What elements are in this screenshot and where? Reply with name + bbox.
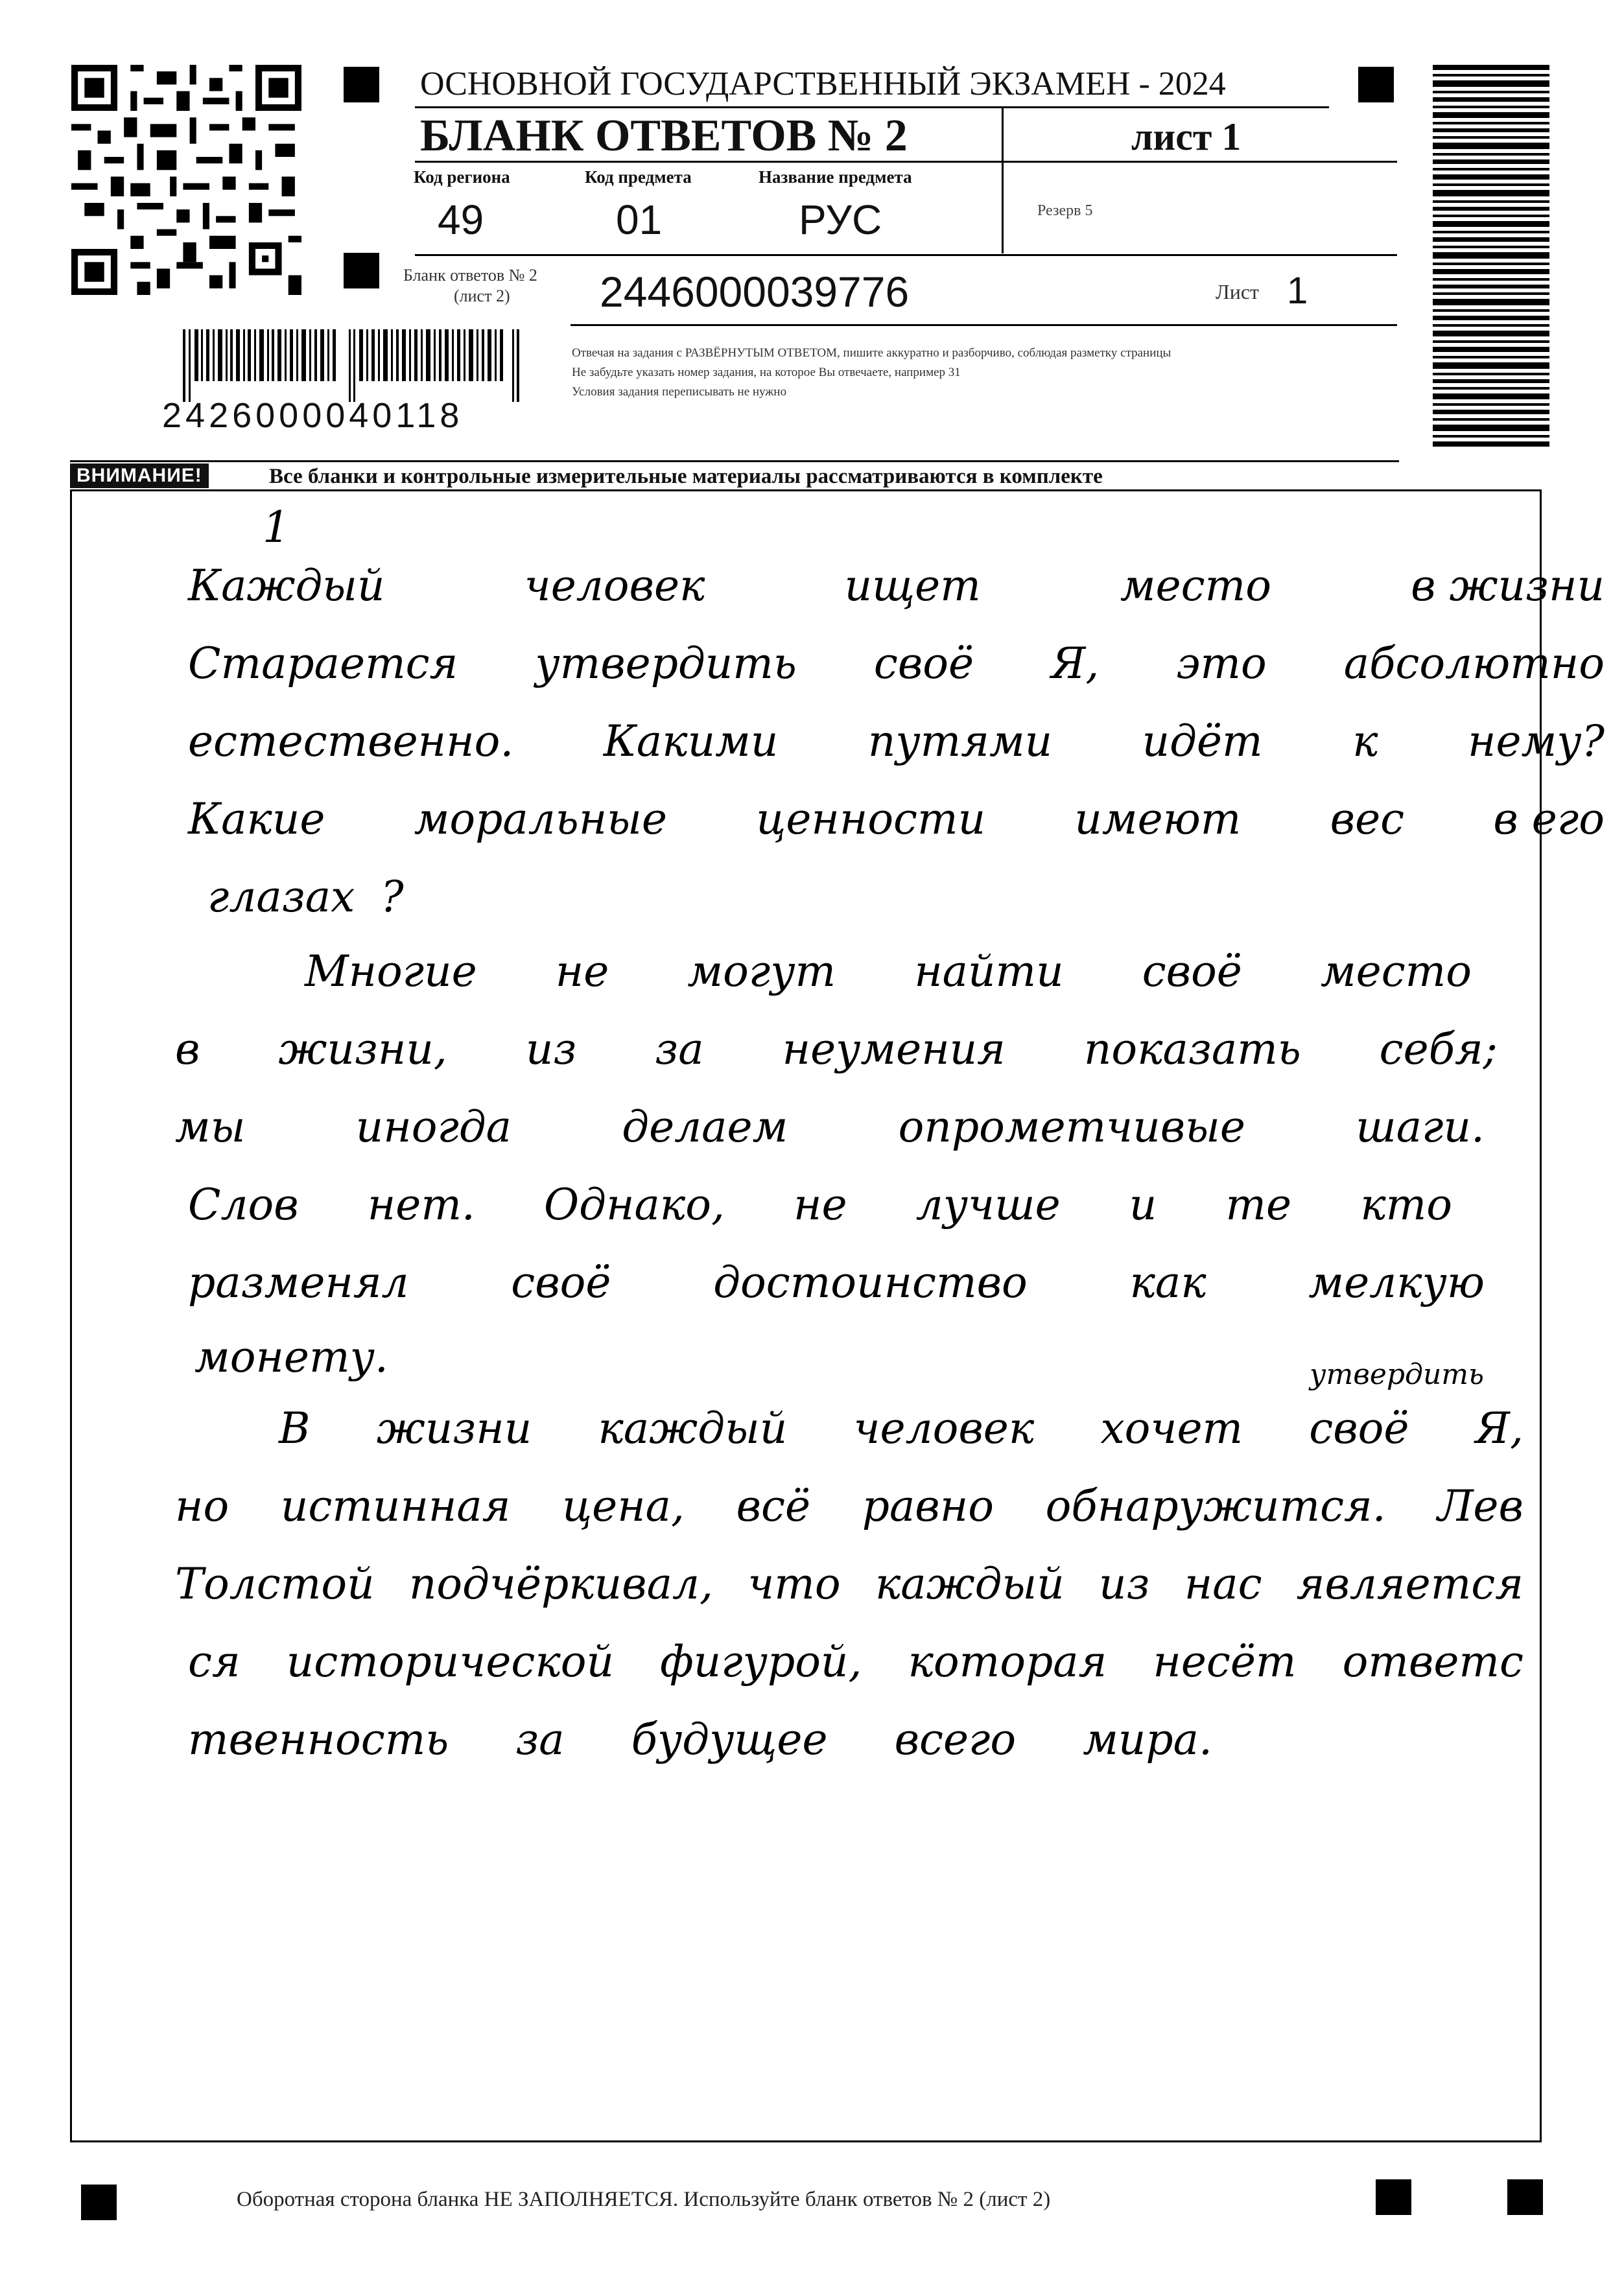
word: подчёркивал, xyxy=(408,1559,713,1609)
word: шаги. xyxy=(1356,1102,1485,1152)
word: ищет xyxy=(844,561,981,611)
subject-code-value: 01 xyxy=(616,196,663,243)
word: утвердить xyxy=(535,639,797,688)
word: хочет xyxy=(1100,1403,1243,1453)
answer-line xyxy=(188,639,1605,688)
word: что xyxy=(747,1559,841,1609)
word: естественно. xyxy=(188,716,514,766)
word: твенность xyxy=(188,1715,449,1764)
word: имеют xyxy=(1074,794,1242,844)
word: которая xyxy=(908,1637,1107,1687)
word: фигурой, xyxy=(660,1637,862,1687)
divider xyxy=(70,460,1399,462)
word: опрометчивые xyxy=(898,1102,1245,1152)
word: Толстой xyxy=(175,1559,375,1609)
word: но xyxy=(175,1481,229,1531)
word: могут xyxy=(687,946,836,996)
exam-title: ОСНОВНОЙ ГОСУДАРСТВЕННЫЙ ЭКЗАМЕН - 2024 xyxy=(420,65,1226,102)
word: нет. xyxy=(367,1180,475,1230)
word: и xyxy=(1129,1180,1157,1230)
word: за xyxy=(655,1024,704,1074)
word: делаем xyxy=(622,1102,788,1152)
word: Я, xyxy=(1475,1403,1524,1453)
word: не xyxy=(794,1180,847,1230)
sheet-small-label: Лист xyxy=(1216,280,1260,303)
word: вес xyxy=(1330,794,1405,844)
marker-top-right xyxy=(1358,67,1394,102)
word: место xyxy=(1120,561,1271,611)
word: Какие xyxy=(188,794,325,844)
instructions xyxy=(572,344,1389,402)
word: в жизни xyxy=(1411,561,1605,611)
subject-code-label: Код предмета xyxy=(585,167,692,187)
word: своё xyxy=(511,1258,611,1307)
word: себя; xyxy=(1379,1024,1498,1074)
sheet-small-value: 1 xyxy=(1287,270,1308,312)
word: является xyxy=(1296,1559,1524,1609)
word: лучше xyxy=(915,1180,1061,1230)
word: это xyxy=(1176,639,1267,688)
answer-line xyxy=(188,716,1605,766)
word: не xyxy=(555,946,609,996)
word: показать xyxy=(1083,1024,1301,1074)
answer-line xyxy=(305,946,1472,996)
marker-bottom-mid xyxy=(1376,2179,1411,2215)
task-number: 1 xyxy=(263,502,290,552)
insertion-note: утвердить xyxy=(1310,1358,1484,1391)
word: место xyxy=(1320,946,1472,996)
word: мелкую xyxy=(1308,1258,1485,1307)
divider xyxy=(415,106,1329,108)
sheet-label: лист 1 xyxy=(1131,115,1242,158)
word: своё xyxy=(873,639,974,688)
answer-line xyxy=(188,794,1605,844)
word: как xyxy=(1129,1258,1206,1307)
form2-number: 2446000039776 xyxy=(600,268,910,316)
barcode xyxy=(183,329,533,402)
word: всё xyxy=(736,1481,811,1531)
answer-line xyxy=(175,1024,1498,1074)
word: Однако, xyxy=(544,1180,725,1230)
word: иногда xyxy=(355,1102,512,1152)
word: Слов xyxy=(188,1180,299,1230)
word: из xyxy=(525,1024,577,1074)
word: каждый xyxy=(598,1403,788,1453)
subject-name-label: Название предмета xyxy=(759,167,912,187)
answer-line xyxy=(207,872,1624,922)
word: абсолютно xyxy=(1343,639,1605,688)
divider xyxy=(1002,108,1004,253)
word: Лев xyxy=(1437,1481,1524,1531)
word: из xyxy=(1098,1559,1150,1609)
word: всего xyxy=(894,1715,1017,1764)
word: человек xyxy=(524,561,705,611)
divider xyxy=(571,324,1397,326)
divider xyxy=(415,254,1397,256)
region-label: Код региона xyxy=(414,167,510,187)
word: Каждый xyxy=(188,561,385,611)
reserve-label: Резерв 5 xyxy=(1037,202,1093,219)
instruction-line: Условия задания переписывать не нужно xyxy=(572,385,787,399)
word: человек xyxy=(853,1403,1035,1453)
word: ценности xyxy=(756,794,986,844)
instruction-line: Не забудьте указать номер задания, на которое Вы отвечаете, например 31 xyxy=(572,366,961,379)
answer-line xyxy=(175,1481,1524,1531)
word: глазах xyxy=(207,872,355,922)
footer-text: Оборотная сторона бланка НЕ ЗАПОЛНЯЕТСЯ. Используйте бланк ответов № 2 (лист 2) xyxy=(237,2188,1051,2211)
attention-text: Все бланки и контрольные измерительные материалы рассматриваются в комплекте xyxy=(269,465,1103,488)
word: жизни xyxy=(376,1403,532,1453)
word: своё xyxy=(1309,1403,1409,1453)
answer-line xyxy=(175,1559,1524,1609)
word: ся xyxy=(188,1637,241,1687)
word: несёт xyxy=(1153,1637,1297,1687)
word: к xyxy=(1352,716,1378,766)
word: ? xyxy=(381,872,404,922)
word: нас xyxy=(1184,1559,1262,1609)
form2-label-2: (лист 2) xyxy=(454,287,510,305)
word: в xyxy=(175,1024,200,1074)
answer-line xyxy=(279,1403,1524,1453)
word: жизни, xyxy=(278,1024,447,1074)
word: мира. xyxy=(1083,1715,1212,1764)
word: обнаружится. xyxy=(1045,1481,1386,1531)
word: в его xyxy=(1493,794,1605,844)
answer-line xyxy=(188,1180,1452,1230)
word: Многие xyxy=(305,946,477,996)
region-value: 49 xyxy=(438,196,484,243)
word: неумения xyxy=(782,1024,1006,1074)
word: Старается xyxy=(188,639,458,688)
word: своё xyxy=(1142,946,1242,996)
word: кто xyxy=(1360,1180,1452,1230)
word: равно xyxy=(862,1481,994,1531)
marker-bottom-right xyxy=(1507,2179,1543,2215)
word: каждый xyxy=(875,1559,1065,1609)
qr-code xyxy=(71,65,301,295)
word: достоинство xyxy=(713,1258,1028,1307)
form-title: БЛАНК ОТВЕТОВ № 2 xyxy=(420,111,908,161)
word: цена, xyxy=(562,1481,685,1531)
subject-name-value: РУС xyxy=(799,196,882,243)
word: идёт xyxy=(1142,716,1263,766)
attention-badge: ВНИМАНИЕ! xyxy=(70,463,209,488)
divider xyxy=(415,161,1397,163)
word: нему? xyxy=(1468,716,1605,766)
word: истинная xyxy=(280,1481,511,1531)
word: монету. xyxy=(194,1332,388,1382)
answer-line xyxy=(175,1102,1485,1152)
answer-line xyxy=(188,1715,1212,1764)
word: путями xyxy=(867,716,1053,766)
word: моральные xyxy=(414,794,667,844)
answer-line xyxy=(188,561,1605,611)
barcode-number: 2426000040118 xyxy=(162,396,464,435)
form2-label-1: Бланк ответов № 2 xyxy=(403,266,537,285)
word: найти xyxy=(914,946,1064,996)
side-barcode xyxy=(1433,65,1549,447)
marker-mid-left xyxy=(344,253,379,288)
word: за xyxy=(515,1715,565,1764)
marker-top-left xyxy=(344,67,379,102)
answer-line xyxy=(188,1637,1524,1687)
word: исторической xyxy=(286,1637,615,1687)
word: будущее xyxy=(631,1715,828,1764)
word: те xyxy=(1225,1180,1292,1230)
word: мы xyxy=(175,1102,246,1152)
word: Какими xyxy=(603,716,779,766)
marker-bottom-left xyxy=(81,2185,117,2220)
answer-line xyxy=(188,1258,1485,1307)
word: Я, xyxy=(1051,639,1100,688)
word: ответс xyxy=(1342,1637,1524,1687)
word: В xyxy=(279,1403,311,1453)
instruction-line: Отвечая на задания с РАЗВЁРНУТЫМ ОТВЕТОМ, пишите аккуратно и разборчиво, соблюдая разметку страницы xyxy=(572,346,1171,360)
word: разменял xyxy=(188,1258,409,1307)
